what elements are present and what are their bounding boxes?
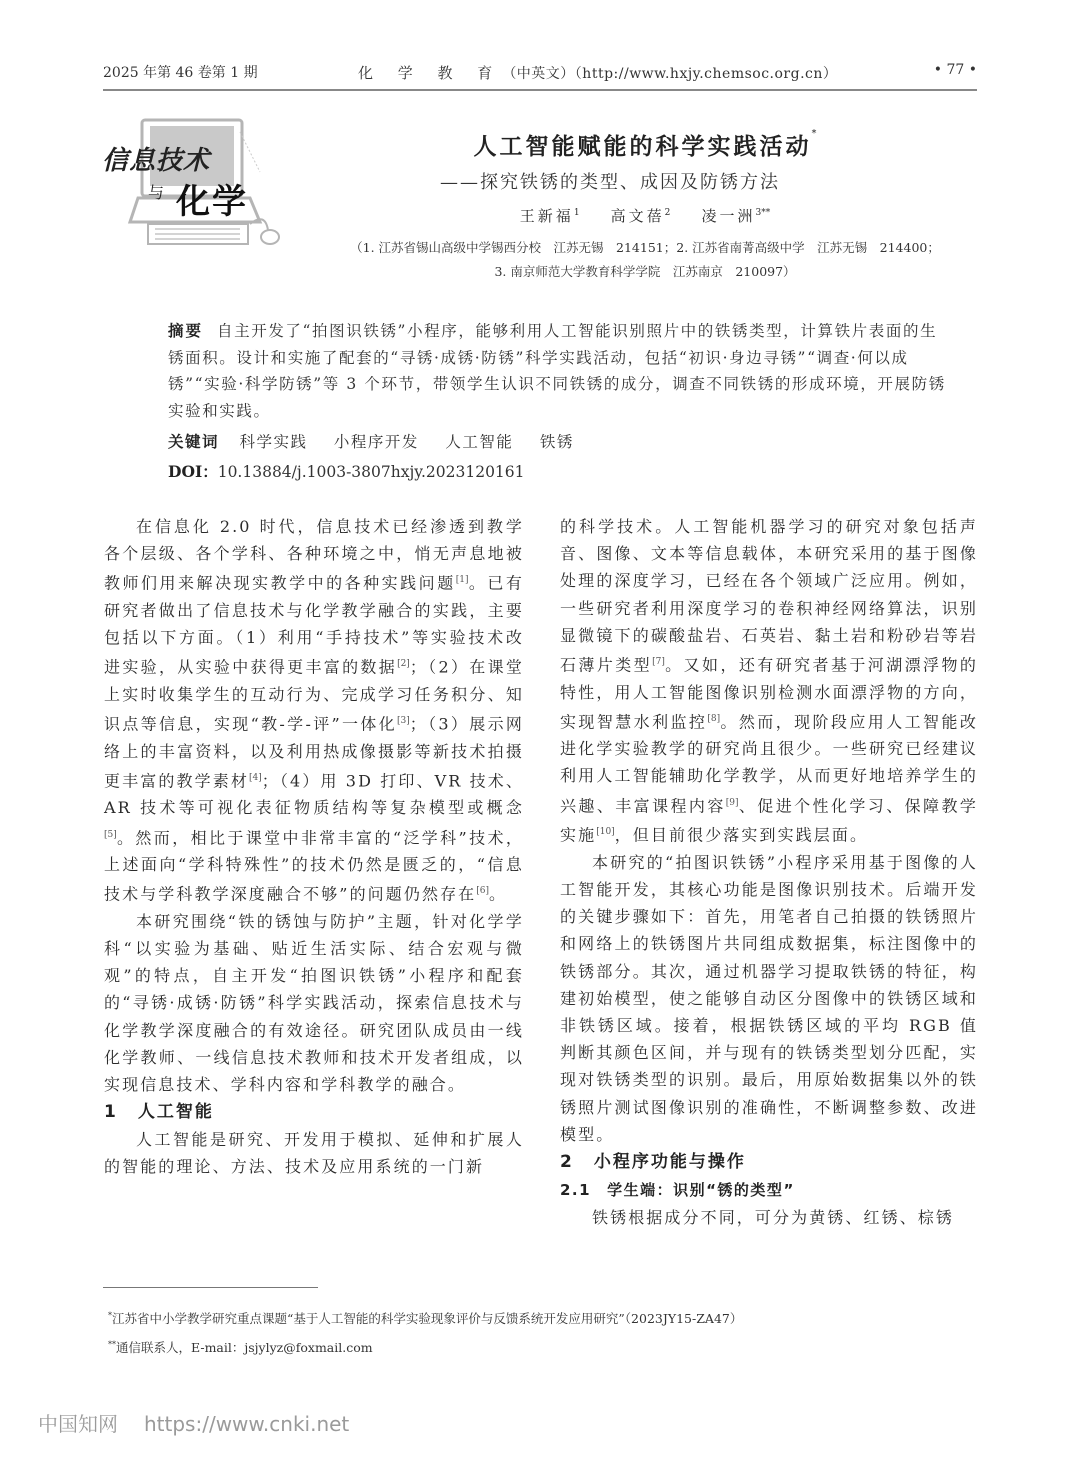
paragraph: 本研究围绕“铁的锈蚀与防护”主题，针对化学学科“以实验为基础、贴近生活实际、结合宏观与微观”的特点，自主开发“拍图识铁锈”小程序和配套的“寻锈·成锈·防锈”科学实践活动，探索信息技术与化学教学深度融合的有效途径。研究团队成员由一线化学教师、一线信息技术教师和技术开发者组成，以实现信息技术、学科内容和学科教学的融合。 [104,911,524,1095]
header-rule [103,89,977,91]
subsection-heading-2-1: 2.1 学生端：识别“锈的类型” [560,1180,795,1199]
logo-text-info-tech: 信息技术 [102,146,211,176]
author: 凌一洲 [701,207,756,225]
keyword: 人工智能 [445,433,514,451]
paragraph: 的科学技术。人工智能机器学习的研究对象包括声音、图像、文本等信息载体，本研究采用的基于图像处理的深度学习，已经在各个领域广泛应用。例如，一些研究者利用深度学习的卷积神经网络算法，识别显微镜下的碳酸盐岩、石英岩、黏土岩和粉砂岩等岩石薄片类型[7]。又如，还有研究者基于河湖漂浮物的特性，用人工智能图像识别检测水面漂浮物的方向，实现智慧水利监控[8]。然而，现阶段应用人工智能改进化学实验教学的研究尚且很少。一些研究已经建议利用人工智能辅助化学教学，从而更好地培养学生的兴趣、丰富课程内容[9]、促进个性化学习、保障教学实施[10]，但目前很少落实到实践层面。 [560,517,978,845]
doi-value[interactable]: 10.13884/j.1003-3807hxjy.2023120161 [217,463,525,481]
citation[interactable]: [2] [397,659,410,670]
affiliations [300,236,990,284]
affiliation-line: 3. 南京师范大学教育科学学院 江苏南京 210097） [494,264,796,279]
author: 王新福 [519,207,574,225]
citation[interactable]: [7] [652,657,665,668]
journal-name: 化 学 教 育 [358,64,503,82]
paragraph: 铁锈根据成分不同，可分为黄锈、红锈、棕锈 [592,1207,955,1227]
abstract [168,318,950,424]
affiliation-line: （1. 江苏省锡山高级中学锡西分校 江苏无锡 214151；2. 江苏省南菁高级中学 江苏无锡 214400； [350,240,940,255]
abstract-label: 摘要 [168,322,204,340]
page-number: • 77 • [933,62,977,78]
citation[interactable]: [8] [707,713,721,724]
author-list: 王新福$^1$ 高文蓓$^2$ 凌一洲$^{3**}$ [519,207,771,225]
citation[interactable]: [1] [455,575,469,586]
keyword: 小程序开发 [333,433,419,451]
article-title: 人工智能赋能的科学实践活动* [473,128,817,160]
watermark-brand: 中国知网 [38,1412,118,1436]
abstract-text: 自主开发了“拍图识铁锈”小程序，能够利用人工智能识别照片中的铁锈类型，计算铁片表面的生锈面积。设计和实施了配套的“寻锈·成锈·防锈”科学实践活动，包括“初识·身边寻锈”“调查·何以成锈”“实验·科学防锈”等 3 个环节，带领学生认识不同铁锈的成分，调查不同铁锈的形成环境，开展防锈实验和实践。 [168,322,946,420]
journal-url: （中英文）（http://www.hxjy.chemsoc.org.cn） [502,66,838,82]
section-heading-1: 1 人工智能 [104,1102,214,1123]
citation[interactable]: [6] [476,886,490,897]
keywords-label: 关键词 [168,433,220,451]
journal-info [358,62,837,83]
keyword: 铁锈 [539,433,574,451]
doi [168,460,525,482]
keyword: 科学实践 [239,433,308,451]
running-header [103,58,977,86]
citation[interactable]: [10] [596,827,615,838]
paragraph: 本研究的“拍图识铁锈”小程序采用基于图像的人工智能开发，其核心功能是图像识别技术。后端开发的关键步骤如下：首先，用笔者自己拍摄的铁锈照片和网络上的铁锈图片共同组成数据集，标注图像中的铁锈部分。其次，通过机器学习提取铁锈的特征，构建初始模型，使之能够自动区分图像中的铁锈区域和非铁锈区域。接着，根据铁锈区域的平均 RGB 值判断其颜色区间，并与现有的铁锈类型划分匹配，实现对铁锈类型的识别。最后，用原始数据集以外的铁锈照片测试图像识别的准确性，不断调整参数、改进模型。 [560,852,978,1144]
column-logo [100,112,280,252]
citation[interactable]: [5] [104,829,117,840]
paragraph: 在信息化 2.0 时代，信息技术已经渗透到教学各个层级、各个学科、各种环境之中，悄无声息地被教师们用来解决现实教学中的各种实践问题[1]。已有研究者做出了信息技术与化学教学融合的实践，主要包括以下方面。（1）利用“手持技术”等实验技术改进实验，从实验中获得更丰富的数据[2]；（2）在课堂上实时收集学生的互动行为、完成学习任务积分、知识点等信息，实现“教-学-评”一体化[3]；（3）展示网络上的丰富资料，以及利用热成像摄影等新技术拍摄更丰富的教学素材[4]；（4）用 3D 打印、VR 技术、AR 技术等可视化表征物质结构等复杂模型或概念[5]。然而，相比于课堂中非常丰富的“泛学科”技术，上述面向“学科特殊性”的技术仍然是匮乏的，“信息技术与学科教学深度融合不够”的问题仍然存在[6]。 [104,517,524,904]
watermark-url[interactable]: https://www.cnki.net [144,1412,350,1436]
citation[interactable]: [3] [397,716,410,727]
footnote-rule [103,1287,318,1288]
article-subtitle: ——探究铁锈的类型、成因及防锈方法 [440,172,780,193]
issue-info: 2025 年第 46 卷第 1 期 [103,65,258,81]
doi-label: DOI： [168,462,218,481]
footnote: **通信联系人，E-mail：jsjylyz@foxmail.com [108,1340,373,1356]
footnote: *江苏省中小学教学研究重点课题“基于人工智能的科学实验现象评价与反馈系统开发应用研究”（2023JY15-ZA47） [108,1311,743,1327]
keywords [168,430,594,452]
footnotes [108,1303,968,1361]
body-column-right [560,513,978,1231]
logo-text-and: 与 [148,183,165,202]
section-heading-2: 2 小程序功能与操作 [560,1151,746,1172]
title-footnote-mark: * [811,128,817,139]
author: 高文蓓 [610,207,665,225]
citation[interactable]: [4] [249,772,262,783]
logo-text-chemistry: 化学 [176,182,248,222]
paragraph: 人工智能是研究、开发用于模拟、延伸和扩展人的智能的理论、方法、技术及应用系统的一门新 [104,1130,524,1177]
citation[interactable]: [9] [725,797,739,808]
body-column-left [104,513,524,1181]
cnki-watermark [38,1408,349,1437]
